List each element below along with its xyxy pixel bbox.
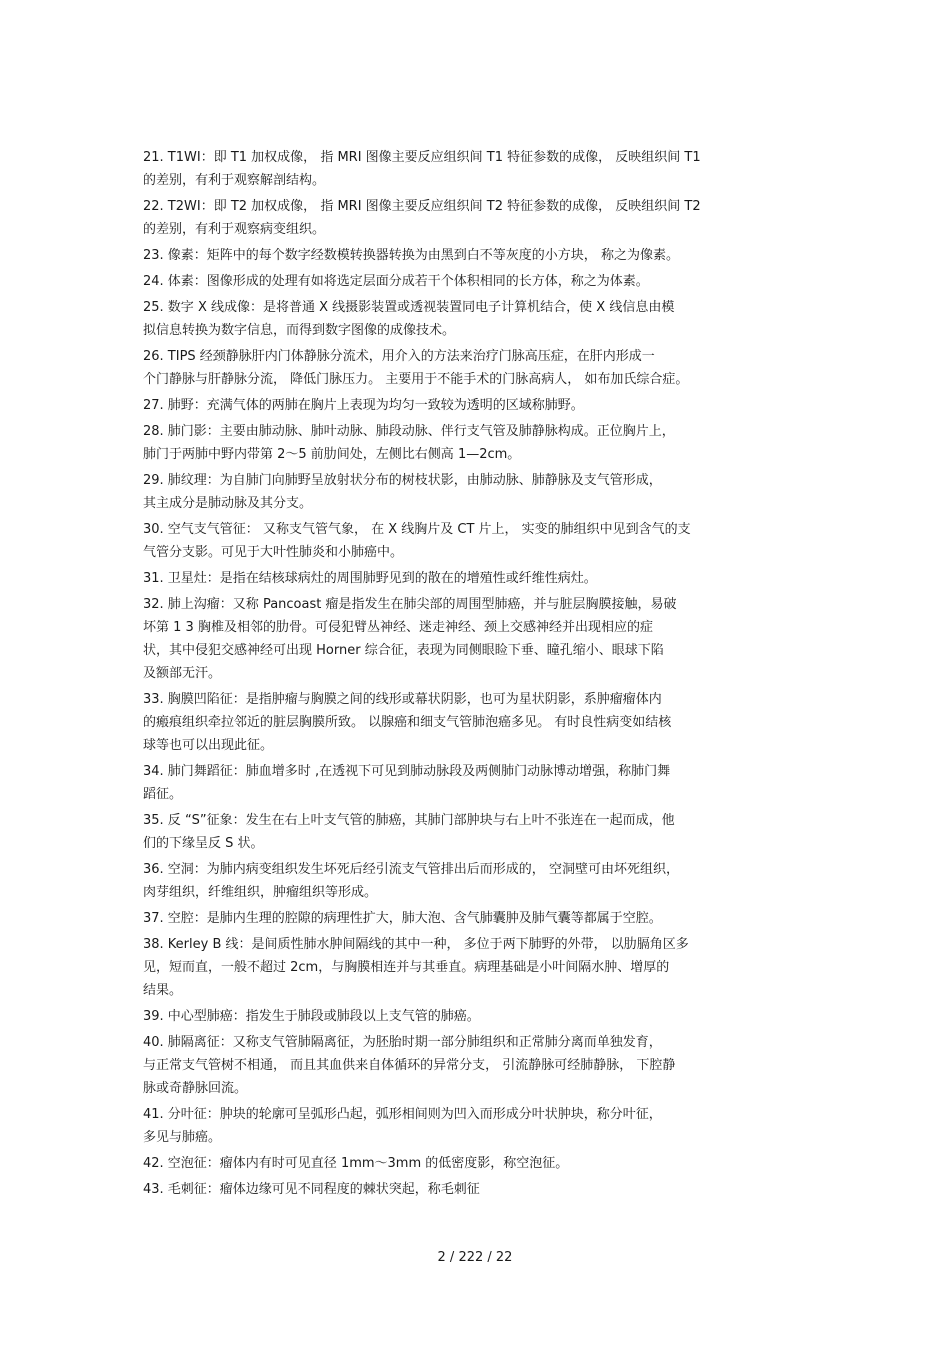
entry-line: 结果。 <box>143 983 183 998</box>
entry-line: 36. 空洞：为肺内病变组织发生坏死后经引流支气管排出后而形成的， 空洞壁可由坏死组织， <box>143 862 679 877</box>
glossary-entry <box>143 1031 810 1100</box>
entry-line: 33. 胸膜凹陷征：是指肿瘤与胸膜之间的线形或幕状阴影，也可为星状阴影，系肿瘤瘤体内 <box>143 692 662 707</box>
entry-line: 的差别，有利于观察解剖结构。 <box>143 173 326 188</box>
entry-line: 及额部无汗。 <box>143 666 222 681</box>
glossary-entry <box>143 469 810 515</box>
glossary-entry <box>143 420 810 466</box>
entry-line: 43. 毛刺征：瘤体边缘可见不同程度的棘状突起，称毛刺征 <box>143 1182 480 1197</box>
entry-line: 22. T2WI：即 T2 加权成像， 指 MRI 图像主要反应组织间 T2 特征参数的成像， 反映组织间 T2 <box>143 199 701 214</box>
glossary-entry <box>143 933 810 1002</box>
glossary-entry <box>143 858 810 904</box>
entry-line: 27. 肺野：充满气体的两肺在胸片上表现为均匀一致较为透明的区域称肺野。 <box>143 398 584 413</box>
glossary-entry <box>143 394 810 417</box>
glossary-entry <box>143 195 810 241</box>
glossary-entry <box>143 345 810 391</box>
entry-line: 脉或奇静脉回流。 <box>143 1081 248 1096</box>
entry-line: 个门静脉与肝静脉分流， 降低门脉压力。 主要用于不能手术的门脉高病人， 如布加氏综合症。 <box>143 372 689 387</box>
entry-line: 37. 空腔：是肺内生理的腔隙的病理性扩大，肺大泡、含气肺囊肿及肺气囊等都属于空腔。 <box>143 911 662 926</box>
page-number: 2 / 222 / 22 <box>437 1250 513 1265</box>
entry-line: 坏第 1 3 胸椎及相邻的肋骨。可侵犯臂丛神经、迷走神经、颈上交感神经并出现相应的症 <box>143 620 653 635</box>
entry-line: 的瘢痕组织牵拉邻近的脏层胸膜所致。 以腺癌和细支气管肺泡癌多见。 有时良性病变如结核 <box>143 715 672 730</box>
entry-line: 25. 数字 X 线成像：是将普通 X 线摄影装置或透视装置同电子计算机结合，使 X 线信息由模 <box>143 300 675 315</box>
entry-line: 30. 空气支气管征： 又称支气管气象， 在 X 线胸片及 CT 片上， 实变的肺组织中见到含气的支 <box>143 522 691 537</box>
entry-line: 41. 分叶征：肿块的轮廓可呈弧形凸起，弧形相间则为凹入而形成分叶状肿块，称分叶征， <box>143 1107 662 1122</box>
glossary-entry <box>143 1103 810 1149</box>
glossary-entry <box>143 270 810 293</box>
glossary-entry <box>143 296 810 342</box>
entry-line: 31. 卫星灶：是指在结核球病灶的周围肺野见到的散在的增殖性或纤维性病灶。 <box>143 571 597 586</box>
entry-line: 39. 中心型肺癌：指发生于肺段或肺段以上支气管的肺癌。 <box>143 1009 480 1024</box>
entry-line: 42. 空泡征：瘤体内有时可见直径 1mm～3mm 的低密度影，称空泡征。 <box>143 1156 569 1171</box>
glossary-entry <box>143 567 810 590</box>
entry-line: 29. 肺纹理：为自肺门向肺野呈放射状分布的树枝状影，由肺动脉、肺静脉及支气管形成， <box>143 473 662 488</box>
entry-line: 32. 肺上沟瘤：又称 Pancoast 瘤是指发生在肺尖部的周围型肺癌，并与脏层胸膜接触，易破 <box>143 597 677 612</box>
entry-line: 肺门于两肺中野内带第 2～5 前肋间处，左侧比右侧高 1—2cm。 <box>143 447 521 462</box>
glossary-entry <box>143 1005 810 1028</box>
glossary-entry <box>143 593 810 685</box>
entry-line: 35. 反 “S”征象：发生在右上叶支气管的肺癌，其肺门部肿块与右上叶不张连在一起而成，他 <box>143 813 675 828</box>
entry-line: 21. T1WI：即 T1 加权成像， 指 MRI 图像主要反应组织间 T1 特征参数的成像， 反映组织间 T1 <box>143 150 701 165</box>
glossary-entry <box>143 146 810 192</box>
entry-line: 34. 肺门舞蹈征：肺血增多时 ,在透视下可见到肺动脉段及两侧肺门动脉博动增强，称肺门舞 <box>143 764 671 779</box>
glossary-entry <box>143 809 810 855</box>
entry-line: 多见与肺癌。 <box>143 1130 222 1145</box>
glossary-entry <box>143 244 810 267</box>
entry-line: 球等也可以出现此征。 <box>143 738 274 753</box>
entry-line: 26. TIPS 经颈静脉肝内门体静脉分流术，用介入的方法来治疗门脉高压症，在肝内形成一 <box>143 349 655 364</box>
entry-line: 28. 肺门影：主要由肺动脉、肺叶动脉、肺段动脉、伴行支气管及肺静脉构成。正位胸片上， <box>143 424 675 439</box>
entry-line: 肉芽组织，纤维组织，肿瘤组织等形成。 <box>143 885 378 900</box>
entry-line: 的差别，有利于观察病变组织。 <box>143 222 326 237</box>
glossary-entry <box>143 688 810 757</box>
glossary-entry <box>143 907 810 930</box>
glossary-entry <box>143 518 810 564</box>
entry-line: 其主成分是肺动脉及其分支。 <box>143 496 313 511</box>
glossary-entry <box>143 1178 810 1201</box>
entry-line: 与正常支气管树不相通， 而且其血供来自体循环的异常分支， 引流静脉可经肺静脉， 下腔静 <box>143 1058 676 1073</box>
entry-line: 状，其中侵犯交感神经可出现 Horner 综合征，表现为同侧眼睑下垂、瞳孔缩小、眼球下陷 <box>143 643 664 658</box>
entry-line: 拟信息转换为数字信息，而得到数字图像的成像技术。 <box>143 323 456 338</box>
document-body <box>143 146 810 1204</box>
entry-line: 气管分支影。可见于大叶性肺炎和小肺癌中。 <box>143 545 404 560</box>
glossary-entry <box>143 1152 810 1175</box>
entry-line: 23. 像素：矩阵中的每个数字经数模转换器转换为由黑到白不等灰度的小方块， 称之为像素。 <box>143 248 679 263</box>
entry-line: 蹈征。 <box>143 787 183 802</box>
entry-line: 38. Kerley B 线：是间质性肺水肿间隔线的其中一种， 多位于两下肺野的外带， 以肋膈角区多 <box>143 937 689 952</box>
entry-line: 40. 肺隔离征：又称支气管肺隔离征，为胚胎时期一部分肺组织和正常肺分离而单独发育， <box>143 1035 662 1050</box>
entry-line: 们的下缘呈反 S 状。 <box>143 836 264 851</box>
glossary-entry <box>143 760 810 806</box>
entry-line: 见，短而直，一般不超过 2cm，与胸膜相连并与其垂直。病理基础是小叶间隔水肿、增厚的 <box>143 960 670 975</box>
entry-line: 24. 体素：图像形成的处理有如将选定层面分成若干个体积相同的长方体，称之为体素。 <box>143 274 649 289</box>
